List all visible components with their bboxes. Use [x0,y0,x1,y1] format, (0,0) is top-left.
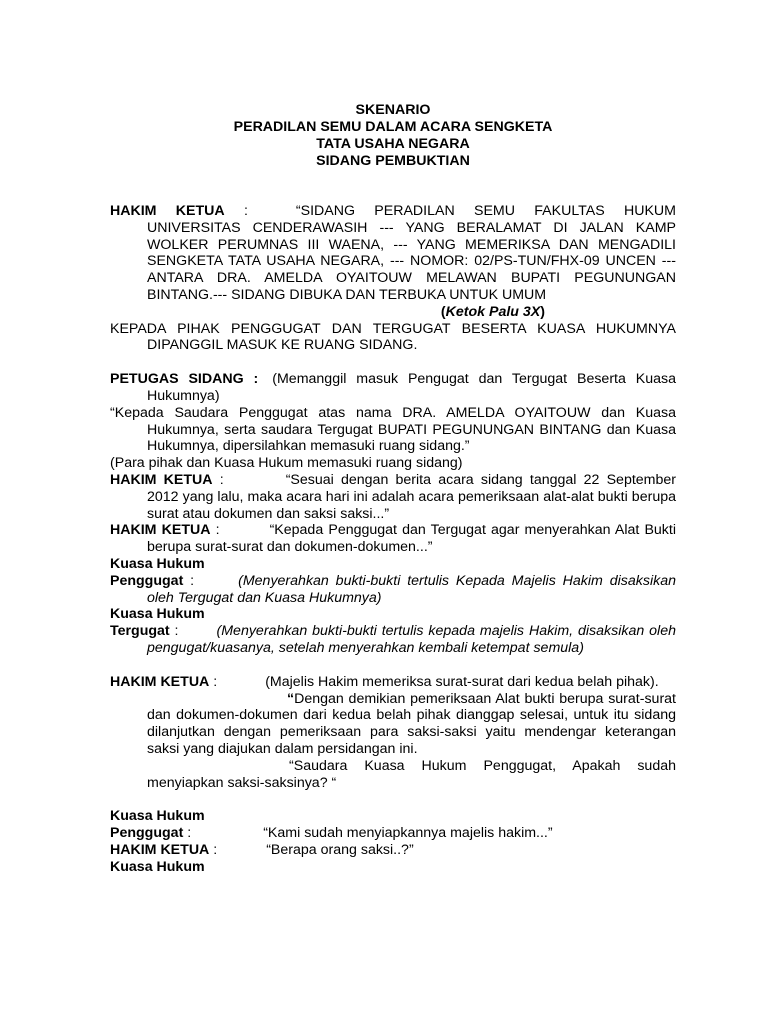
speaker-label: Tergugat [110,623,170,640]
paragraph-text: Dengan demikian pemeriksaan Alat bukti berupa surat-surat dan dokumen-dokumen dari kedua belah pihak dianggap selesai, untuk itu sidang dilanjutkan dengan pemeriksaan para saksi-saksi yaitu mendengar keterangan saksi yang diajukan dalam persidangan ini. [147,690,676,757]
separator: : [183,572,195,589]
ketok-palu-text: Ketok Palu 3X [445,303,541,320]
speaker-label: HAKIM KETUA [110,471,213,488]
ketok-palu-line: (Ketok Palu 3X) [440,303,545,320]
paragraph-text: “Berapa orang saksi..?” [266,841,414,858]
paragraph-hakim-berapa-saksi [110,842,676,859]
paragraph-call-parties: KEPADA PIHAK PENGGUGAT DAN TERGUGAT BESERTA KUASA HUKUMNYA DIPANGGIL MASUK KE RUANG SIDANG. [110,320,676,354]
title-line-4: SIDANG PEMBUKTIAN [316,153,470,169]
paragraph-text: “Kepada Penggugat dan Tergugat agar menyerahkan Alat Bukti berupa surat-surat dan dokumen-dokumen...” [147,522,676,556]
paragraph-hakim-opening [110,203,676,304]
speaker-label: HAKIM KETUA [110,203,225,219]
kuasa-hukum-label: Kuasa Hukum [110,808,205,825]
paragraph-penggugat-bukti [110,573,676,607]
paragraph-text: “Saudara Kuasa Hukum Penggugat, Apakah sudah menyiapkan saksi-saksinya? “ [147,757,676,791]
speaker-label: Penggugat [110,572,184,589]
separator: : [183,825,192,842]
speaker-label: HAKIM KETUA [110,841,210,858]
paragraph-text: “SIDANG PERADILAN SEMU FAKULTAS HUKUM UNIVERSITAS CENDERAWASIH --- YANG BERALAMAT DI JALAN KAMP WOLKER PERUMNAS III WAENA, --- YANG MEMERIKSA DAN MENGADILI SENGKETA TATA USAHA NEGARA, --- NOMOR: 02/PS-TUN/FHX-09 UNCEN --- ANTARA DRA. AMELDA OYAITOUW MELAWAN BUPATI PEGUNUNGAN BINTANG.--- SIDANG DIBUKA DAN TERBUKA UNTUK UMUM [147,203,677,303]
separator: : [209,841,218,858]
paragraph-text: (Menyerahkan bukti-bukti tertulis Kepada Majelis Hakim disaksikan oleh Tergugat dan Kuasa Hukumnya) [147,572,676,606]
document-title [110,102,676,170]
speaker-label: Penggugat [110,825,184,842]
kuasa-hukum-label: Kuasa Hukum [110,606,205,623]
paragraph-petugas-sidang [110,371,676,405]
paragraph-parties-enter: (Para pihak dan Kuasa Hukum memasuki ruang sidang) [110,455,463,472]
paragraph-hakim-alat-bukti [110,522,676,556]
separator: : [209,673,218,690]
kuasa-hukum-label: Kuasa Hukum [110,858,205,875]
separator: : [212,471,224,488]
separator: : [224,203,248,219]
title-line-1: SKENARIO [355,102,431,118]
paragraph-hakim-berita-acara [110,472,676,522]
separator: : [210,522,220,539]
speaker-label: HAKIM KETUA [110,673,210,690]
separator: : [169,623,179,640]
paragraph-text: “Sesuai dengan berita acara sidang tanggal 22 September 2012 yang lalu, maka acara hari ini adalah acara pemeriksaan alat-alat bukti berupa surat atau dokumen dan saksi saksi...” [147,471,676,522]
kuasa-hukum-label: Kuasa Hukum [110,555,205,572]
paragraph-text: “Kami sudah menyiapkannya majelis hakim...” [263,825,553,842]
paragraph-hakim-periksa [110,674,676,691]
paragraph-text: (Menyerahkan bukti-bukti tertulis kepada majelis Hakim, disaksikan oleh pengugat/kuasanya, setelah menyerahkan kembali ketempat semula) [147,623,676,656]
paragraph-tergugat-bukti [110,623,676,657]
speaker-label: PETUGAS SIDANG : [110,371,259,388]
speaker-label: HAKIM KETUA [110,522,211,539]
title-line-2: PERADILAN SEMU DALAM ACARA SENGKETA [233,119,553,135]
paragraph-invitation: “Kepada Saudara Penggugat atas nama DRA. AMELDA OYAITOUW dan Kuasa Hukumnya, serta saudara Tergugat BUPATI PEGUNUNGAN BINTANG dan Kuasa Hukumnya, dipersilahkan memasuki ruang sidang.” [110,404,676,455]
paragraph-text: (Majelis Hakim memeriksa surat-surat dari kedua belah pihak). [265,673,659,690]
document-page [110,102,676,875]
paragraph-penggugat-siap [110,825,676,842]
paragraph-pemeriksaan-selesai: “Dengan demikian pemeriksaan Alat bukti berupa surat-surat dan dokumen-dokumen dari kedua belah pihak dianggap selesai, untuk itu sidang dilanjutkan dengan pemeriksaan para saksi-saksi yaitu mendengar keterangan saksi yang diajukan dalam persidangan ini. [147,690,676,757]
paragraph-tanya-saksi [110,758,676,792]
title-line-3: TATA USAHA NEGARA [316,136,470,152]
paragraph-text: (Memanggil masuk Pengugat dan Tergugat Beserta Kuasa Hukumnya) [147,371,676,404]
